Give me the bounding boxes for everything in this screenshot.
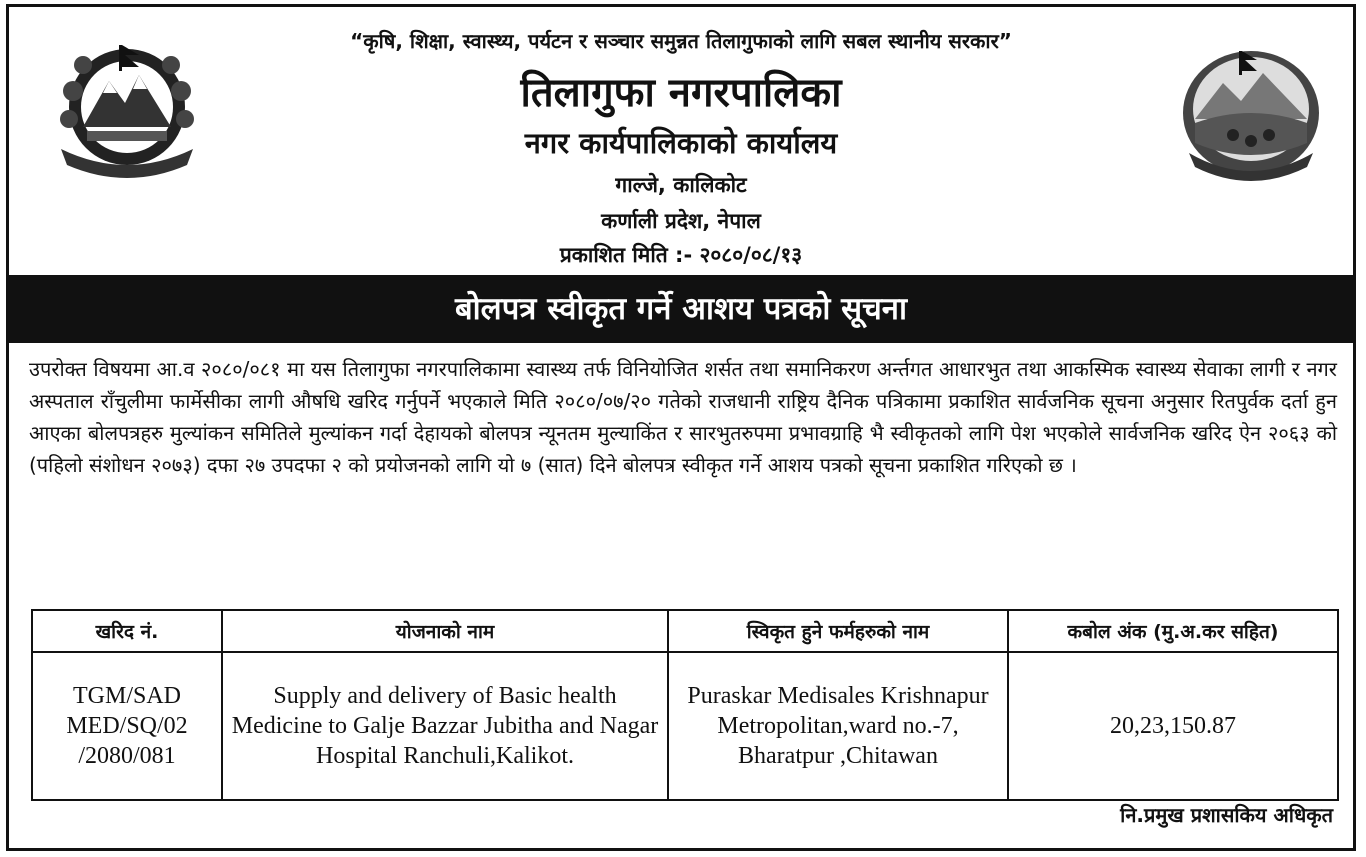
cell-procurement-no: TGM/SAD MED/SQ/02 /2080/081 <box>32 652 222 800</box>
notice-title: बोलपत्र स्वीकृत गर्ने आशय पत्रको सूचना <box>9 275 1353 343</box>
published-date: प्रकाशित मिति :- २०८०/०८/१३ <box>559 243 803 267</box>
municipality-seal-icon <box>1171 43 1331 183</box>
cell-firm-name: Puraskar Medisales Krishnapur Metropolitan,ward no.-7, Bharatpur ,Chitawan <box>668 652 1008 800</box>
cell-bid-amount: 20,23,150.87 <box>1008 652 1338 800</box>
tagline: “कृषि, शिक्षा, स्वास्थ्य, पर्यटन र सञ्चार समुन्नत तिलागुफाको लागि सबल स्थानीय सरकार” <box>350 29 1012 53</box>
notice-body-text: उपरोक्त विषयमा आ.व २०८०/०८१ मा यस तिलागुफा नगरपालिकामा स्वास्थ्य तर्फ विनियोजित शर्सत तथा समानिकरण अर्न्तगत आधारभुत तथा आकस्मिक स्वास्थ्य सेवाका लागी र नगर अस्पताल राँचुलीमा फार्मेसीका लागी औषधि खरिद गर्नुपर्ने भएकाले मिति २०८०/०७/२० गतेको राजधानी राष्ट्रिय दैनिक पत्रिकामा प्रकाशित सार्वजनिक सूचना अनुसार रितपुर्वक दर्ता हुन आएका बोलपत्रहरु मुल्यांकन समितिले मुल्यांकन गर्दा देहायको बोलपत्र न्यूनतम मुल्याकिंत र सारभुतरुपमा प्रभावग्राहि भै स्वीकृतको लागि पेश भएकोले सार्वजनिक खरिद ऐन २०६३ को (पहिलो संशोधन २०७३) दफा २७ उपदफा २ को प्रयोजनको लागि यो ७ (सात) दिने बोलपत्र स्वीकृत गर्ने आशय पत्रको सूचना प्रकाशित गरिएको छ । <box>29 357 1337 477</box>
address-line-2: कर्णाली प्रदेश, नेपाल <box>601 209 761 233</box>
bid-acceptance-table <box>31 609 1339 801</box>
cell-project-name: Supply and delivery of Basic health Medicine to Galje Bazzar Jubitha and Nagar Hospital Ranchuli,Kalikot. <box>222 652 668 800</box>
header-procurement-no: खरिद नं. <box>32 610 222 652</box>
table-header-row <box>32 610 1338 652</box>
header-project-name: योजनाको नाम <box>222 610 668 652</box>
signature-title: नि.प्रमुख प्रशासकिय अधिकृत <box>1120 803 1333 827</box>
header-bid-amount: कबोल अंक (मु.अ.कर सहित) <box>1008 610 1338 652</box>
notice-header <box>9 7 1353 275</box>
office-name: नगर कार्यपालिकाको कार्यालय <box>524 126 838 160</box>
organization-name: तिलागुफा नगरपालिका <box>520 70 842 116</box>
table-row <box>32 652 1338 800</box>
notice-frame <box>6 4 1356 851</box>
address-line-1: गाल्जे, कालिकोट <box>615 173 747 197</box>
header-firm-name: स्विकृत हुने फर्महरुको नाम <box>668 610 1008 652</box>
